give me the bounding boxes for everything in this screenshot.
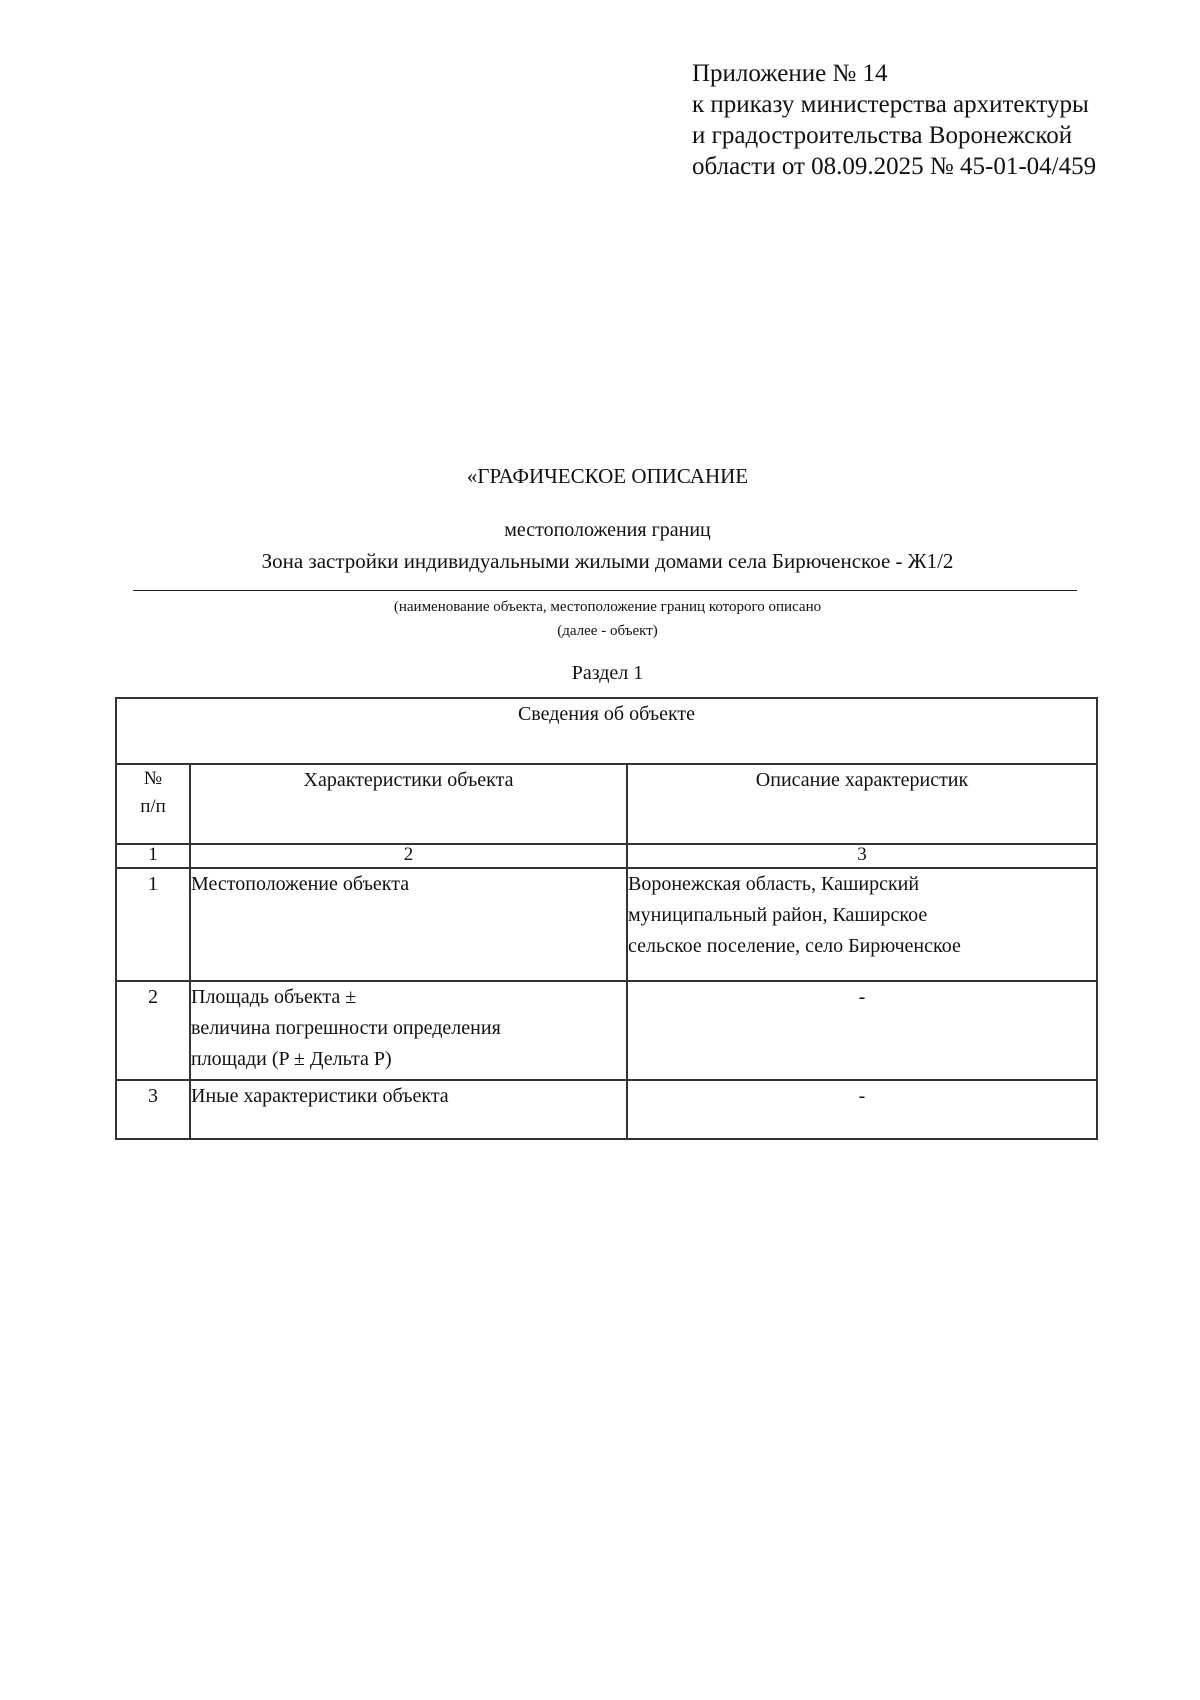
column-index: 3 <box>627 844 1097 868</box>
row-characteristic <box>190 868 627 981</box>
cell-line: Иные характеристики объекта <box>191 1085 449 1107</box>
appendix-line: к приказу министерства архитектуры <box>692 91 1089 118</box>
column-index: 1 <box>116 844 190 868</box>
column-index-row <box>116 844 1097 868</box>
section-title: Раздел 1 <box>571 662 644 684</box>
appendix-header <box>692 58 1172 182</box>
table-row <box>116 868 1097 981</box>
row-characteristic <box>190 981 627 1080</box>
object-info-table <box>115 697 1098 1140</box>
row-characteristic <box>190 1080 627 1139</box>
appendix-line: Приложение № 14 <box>692 60 888 87</box>
row-description: - <box>627 1080 1097 1139</box>
cell-line: Площадь объекта ± <box>191 986 357 1008</box>
row-number: 2 <box>116 981 190 1080</box>
object-name-caption: (наименование объекта, местоположение границ которого описано <box>393 599 822 615</box>
cell-line: площади (P ± Дельта P) <box>191 1048 392 1070</box>
table-row <box>116 1080 1097 1139</box>
column-index: 2 <box>190 844 627 868</box>
header-number <box>116 764 190 844</box>
row-number: 3 <box>116 1080 190 1139</box>
header-description: Описание характеристик <box>627 764 1097 844</box>
cell-line: Воронежская область, Каширский <box>628 873 920 895</box>
cell-line: сельское поселение, село Бирюченское <box>628 935 961 957</box>
row-number: 1 <box>116 868 190 981</box>
table-row <box>116 981 1097 1080</box>
underline-rule <box>133 590 1077 591</box>
header-characteristic: Характеристики объекта <box>190 764 627 844</box>
header-number-line: п/п <box>140 796 166 817</box>
document-title: «ГРАФИЧЕСКОЕ ОПИСАНИЕ <box>466 464 749 488</box>
cell-line: муниципальный район, Каширское <box>628 904 928 926</box>
table-header-row <box>116 764 1097 844</box>
appendix-line: и градостроительства Воронежской <box>692 122 1073 149</box>
cell-line: Местоположение объекта <box>191 873 410 895</box>
object-name-caption: (далее - объект) <box>557 623 658 639</box>
row-description <box>627 868 1097 981</box>
table-title-row <box>116 698 1097 764</box>
object-name: Зона застройки индивидуальными жилыми домами села Бирюченское - Ж1/2 <box>261 549 954 573</box>
table-title: Сведения об объекте <box>116 698 1097 764</box>
row-description: - <box>627 981 1097 1080</box>
document-subtitle: местоположения границ <box>504 519 711 541</box>
cell-line: величина погрешности определения <box>191 1017 501 1039</box>
appendix-line: области от 08.09.2025 № 45-01-04/459 <box>692 153 1097 180</box>
header-number-line: № <box>143 768 163 789</box>
